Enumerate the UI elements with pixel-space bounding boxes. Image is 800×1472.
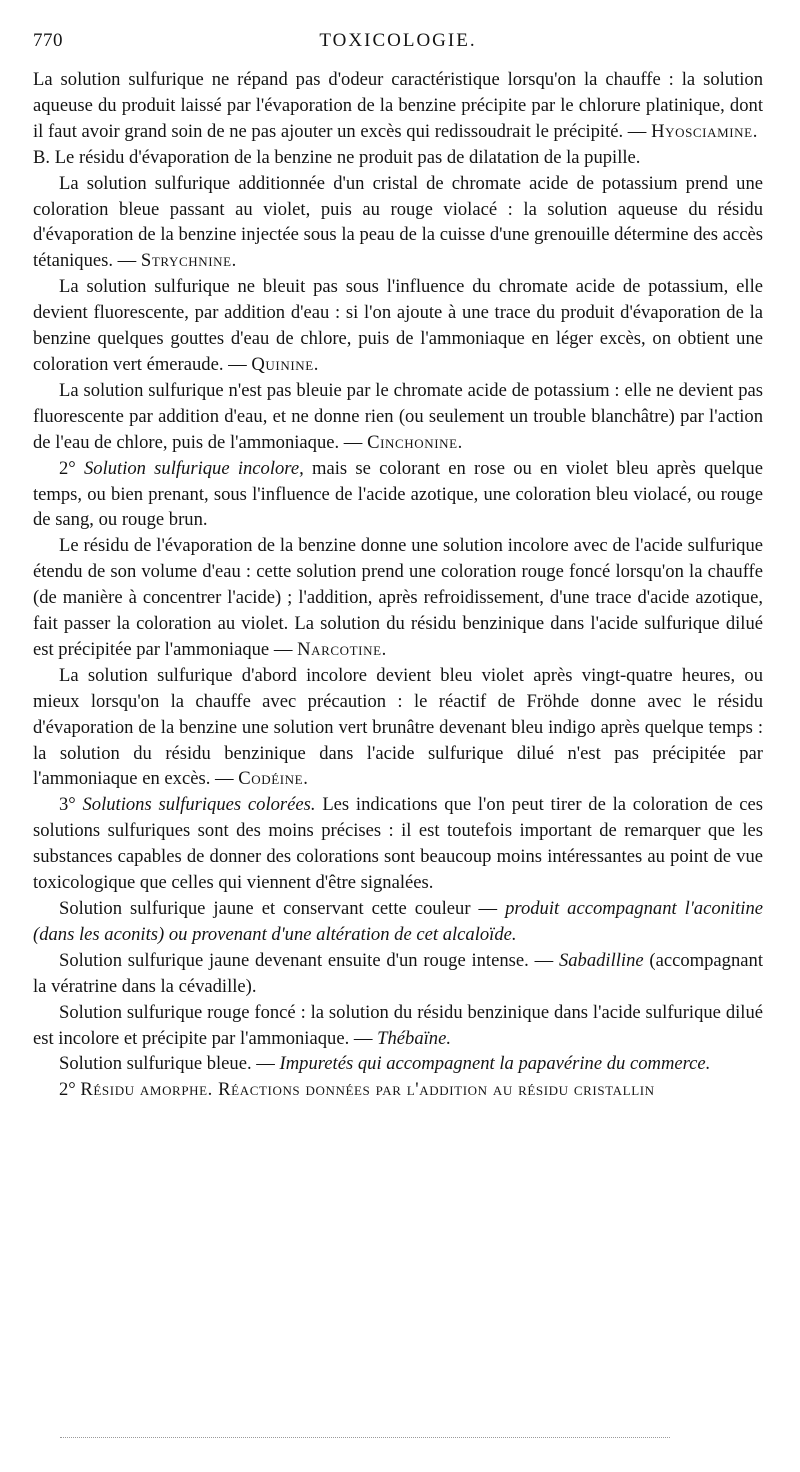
alkaloid-name: Codéine. <box>238 768 309 790</box>
paragraph-12 <box>33 1000 763 1052</box>
text-run: Solution sulfurique jaune et conservant cette couleur — <box>59 898 506 919</box>
text-run: 2° <box>59 1079 81 1101</box>
paragraph-9 <box>33 792 763 896</box>
paragraph-1 <box>33 67 763 145</box>
paragraph-2 <box>33 145 763 171</box>
body-text <box>33 67 763 1103</box>
section-heading-italic: Solution sulfurique incolore, <box>83 457 304 479</box>
paragraph-8 <box>33 663 763 793</box>
text-run: Le résidu de l'évaporation de la benzine donne une solution incolore avec de l'acide sulfurique étendu de son volume d'eau : cette solution prend une coloration rouge foncé lorsqu'on la chauffe (de manière à concentrer l'acide) ; l'addition, après refroidissement, d'une trace d'acide azotique, fait passer la coloration au violet. La solution du résidu benzinique dans l'acide sulfurique dilué est précipitée par l'ammoniaque — <box>33 535 763 660</box>
text-run: Les indications que l'on peut tirer de la coloration de ces solutions sulfuriques sont des moins précises : il est toutefois important de remarquer que les substances capables de donner des colorations sont beaucoup moins intéressantes au point de vue toxicologique que celles qui viennent d'être signalées. <box>33 794 763 894</box>
text-run: (accompagnant la vératrine dans la cévadille). <box>33 949 763 997</box>
italic-run: Impuretés qui accompagnent la papavérine du commerce. <box>279 1053 711 1075</box>
italic-run: Thébaïne. <box>377 1027 451 1049</box>
section-heading-italic: Solutions sulfuriques colorées. <box>82 794 316 816</box>
paragraph-7 <box>33 533 763 663</box>
alkaloid-name: Hyosciamine. <box>651 120 758 142</box>
alkaloid-name: Quinine. <box>251 353 320 375</box>
section-heading-smallcaps: Résidu amorphe. Réactions données par l'addition au résidu cristallin <box>80 1079 655 1101</box>
text-run: 3° <box>59 794 83 816</box>
paragraph-14 <box>33 1077 763 1103</box>
text-run: mais se colorant en rose ou en violet bleu après quelque temps, ou bien prenant, sous l'influence de l'acide azotique, une coloration bleu violacé, ou rouge de sang, ou rouge brun. <box>33 457 763 531</box>
bottom-rule <box>60 1437 670 1438</box>
text-run: La solution sulfurique ne répand pas d'odeur caractéristique lorsqu'on la chauffe : la solution aqueuse du produit laissé par l'évaporation de la benzine précipite par le chlorure platinique, dont il faut avoir grand soin de ne pas ajouter un excès qui redissoudrait le précipité. — <box>33 69 763 142</box>
paragraph-10 <box>33 896 763 948</box>
page-number: 770 <box>33 30 63 51</box>
text-run: Solution sulfurique rouge foncé : la solution du résidu benzinique dans l'acide sulfurique dilué est incolore et précipite par l'ammoniaque. — <box>33 1001 763 1049</box>
italic-run: Sabadilline <box>558 949 644 971</box>
page-header <box>33 30 763 58</box>
paragraph-11 <box>33 948 763 1000</box>
text-run: La solution sulfurique ne bleuit pas sous l'influence du chromate acide de potassium, elle devient fluorescente, par addition d'eau : si l'on ajoute à une trace du produit d'évaporation de la benzine quelques gouttes d'eau de chlore, puis de l'ammoniaque en léger excès, on obtient une coloration vert émeraude. — <box>33 276 763 375</box>
italic-run: produit accompagnant l'aconitine (dans les aconits) ou provenant d'une altération de cet alcaloïde. <box>33 898 763 945</box>
paragraph-6 <box>33 456 763 534</box>
text-run: B. Le résidu d'évaporation de la benzine ne produit pas de dilatation de la pupille. <box>33 146 641 168</box>
alkaloid-name: Strychnine. <box>140 250 237 272</box>
alkaloid-name: Cinchonine. <box>367 431 463 453</box>
paragraph-4 <box>33 274 763 378</box>
text-run: Solution sulfurique bleue. — <box>59 1053 280 1075</box>
text-run: La solution sulfurique d'abord incolore devient bleu violet après vingt-quatre heures, ou mieux lorsqu'on la chauffe avec précaution : le réactif de Fröhde donne avec le résidu d'évaporation de la benzine une solution vert brunâtre devenant bleu indigo après quelque temps : la solution du résidu benzinique dans l'acide sulfurique dilué n'est pas précipitée par l'ammoniaque en excès. — <box>33 664 763 790</box>
alkaloid-name: Narcotine. <box>297 638 387 660</box>
text-run: 2° <box>59 457 84 479</box>
paragraph-5 <box>33 378 763 456</box>
paragraph-13 <box>33 1051 763 1077</box>
running-head: TOXICOLOGIE. <box>319 30 477 51</box>
paragraph-3 <box>33 171 763 275</box>
text-run: La solution sulfurique n'est pas bleuie par le chromate acide de potassium : elle ne devient pas fluorescente par addition d'eau, et ne donne rien (ou seulement un trouble blanchâtre) par l'action de l'eau de chlore, puis de l'ammoniaque. — <box>33 379 763 453</box>
text-run: La solution sulfurique additionnée d'un cristal de chromate acide de potassium prend une coloration bleue passant au violet, puis au rouge violacé : la solution aqueuse du résidu d'évaporation de la benzine injectée sous la peau de la cuisse d'une grenouille détermine des accès tétaniques. — <box>33 172 763 272</box>
text-run: Solution sulfurique jaune devenant ensuite d'un rouge intense. — <box>59 949 559 971</box>
